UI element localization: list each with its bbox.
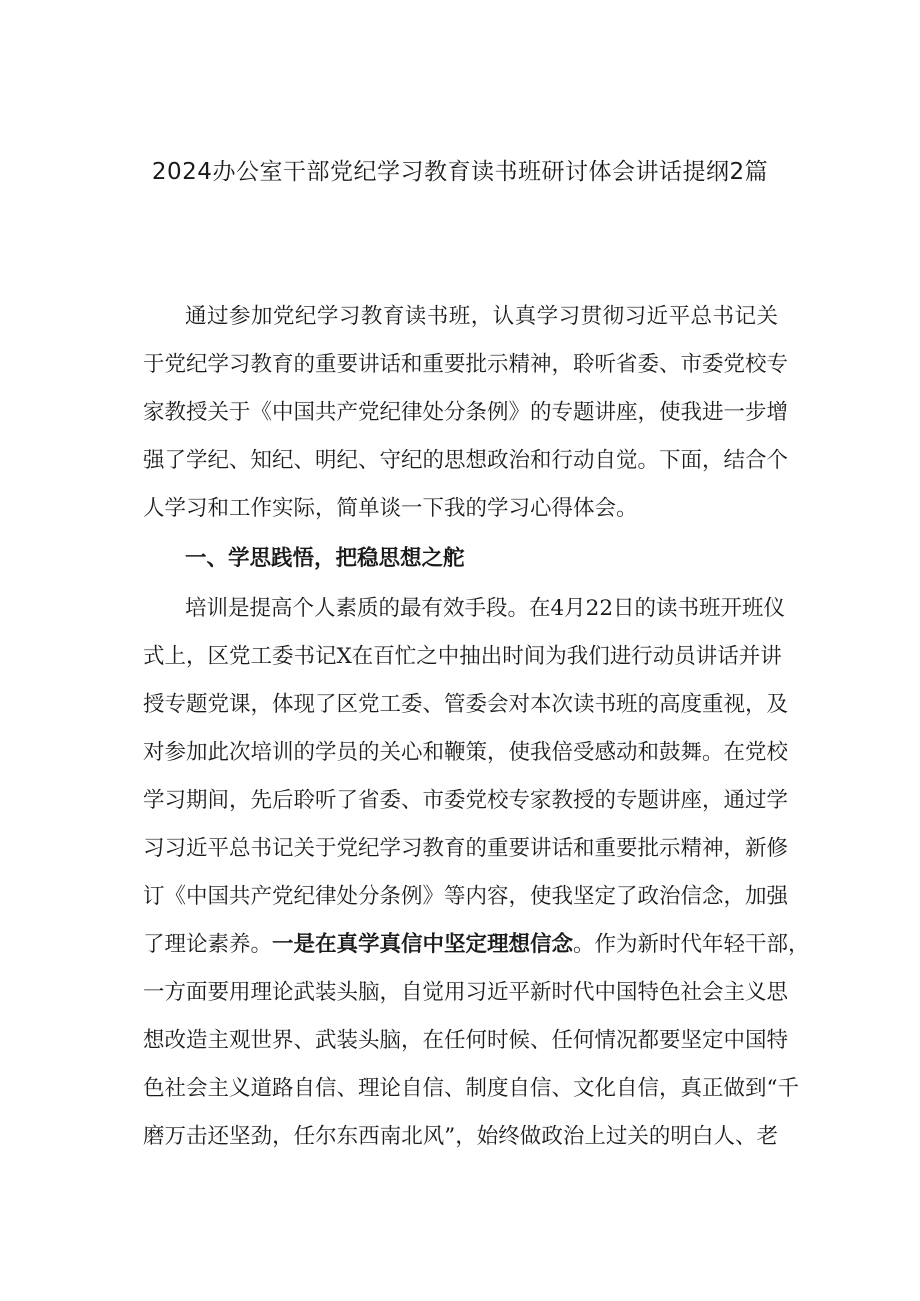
paragraph-line: 订《中国共产党纪律处分条例》等内容，使我坚定了政治信念，加强 (143, 884, 789, 909)
paragraph-line: 通过参加党纪学习教育读书班，认真学习贯彻习近平总书记关 (185, 304, 778, 329)
paragraph-line: 培训是提高个人素质的最有效手段。在4月22日的读书班开班仪 (185, 596, 786, 621)
paragraph-line: 强了学纪、知纪、明纪、守纪的思想政治和行动自觉。下面，结合个 (143, 448, 789, 473)
paragraph-line: 习习近平总书记关于党纪学习教育的重要讲话和重要批示精神，新修 (143, 836, 789, 861)
paragraph-line: 式上，区党工委书记X在百忙之中抽出时间为我们进行动员讲话并讲 (143, 644, 782, 669)
paragraph-line: 对参加此次培训的学员的关心和鞭策，使我倍受感动和鼓舞。在党校 (143, 740, 789, 765)
paragraph-line: 色社会主义道路自信、理论自信、制度自信、文化自信，真正做到“千 (143, 1076, 799, 1101)
bold-key-point: 一是在真学真信中坚定理想信念 (272, 932, 574, 957)
paragraph-line: 磨万击还坚劲，任尔东西南北风”，始终做政治上过关的明白人、老 (143, 1124, 778, 1149)
document-title: 2024办公室干部党纪学习教育读书班研讨体会讲话提纲2篇 (151, 159, 769, 185)
line-text: 。作为新时代年轻干部， (573, 932, 810, 957)
section-heading: 一、学思践悟，把稳思想之舵 (185, 546, 465, 571)
paragraph-line-mixed (143, 930, 810, 960)
paragraph-line: 家教授关于《中国共产党纪律处分条例》的专题讲座，使我进一步增 (143, 400, 789, 425)
paragraph-line: 想改造主观世界、武装头脑，在任何时候、任何情况都要坚定中国特 (143, 1028, 789, 1053)
paragraph-line: 于党纪学习教育的重要讲话和重要批示精神，聆听省委、市委党校专 (143, 352, 789, 377)
paragraph-line: 授专题党课，体现了区党工委、管委会对本次读书班的高度重视，及 (143, 692, 789, 717)
paragraph-line: 学习期间，先后聆听了省委、市委党校专家教授的专题讲座，通过学 (143, 788, 789, 813)
paragraph-line: 人学习和工作实际，简单谈一下我的学习心得体会。 (143, 496, 638, 521)
paragraph-line: 一方面要用理论武装头脑，自觉用习近平新时代中国特色社会主义思 (143, 980, 789, 1005)
line-text: 了理论素养。 (143, 932, 273, 957)
